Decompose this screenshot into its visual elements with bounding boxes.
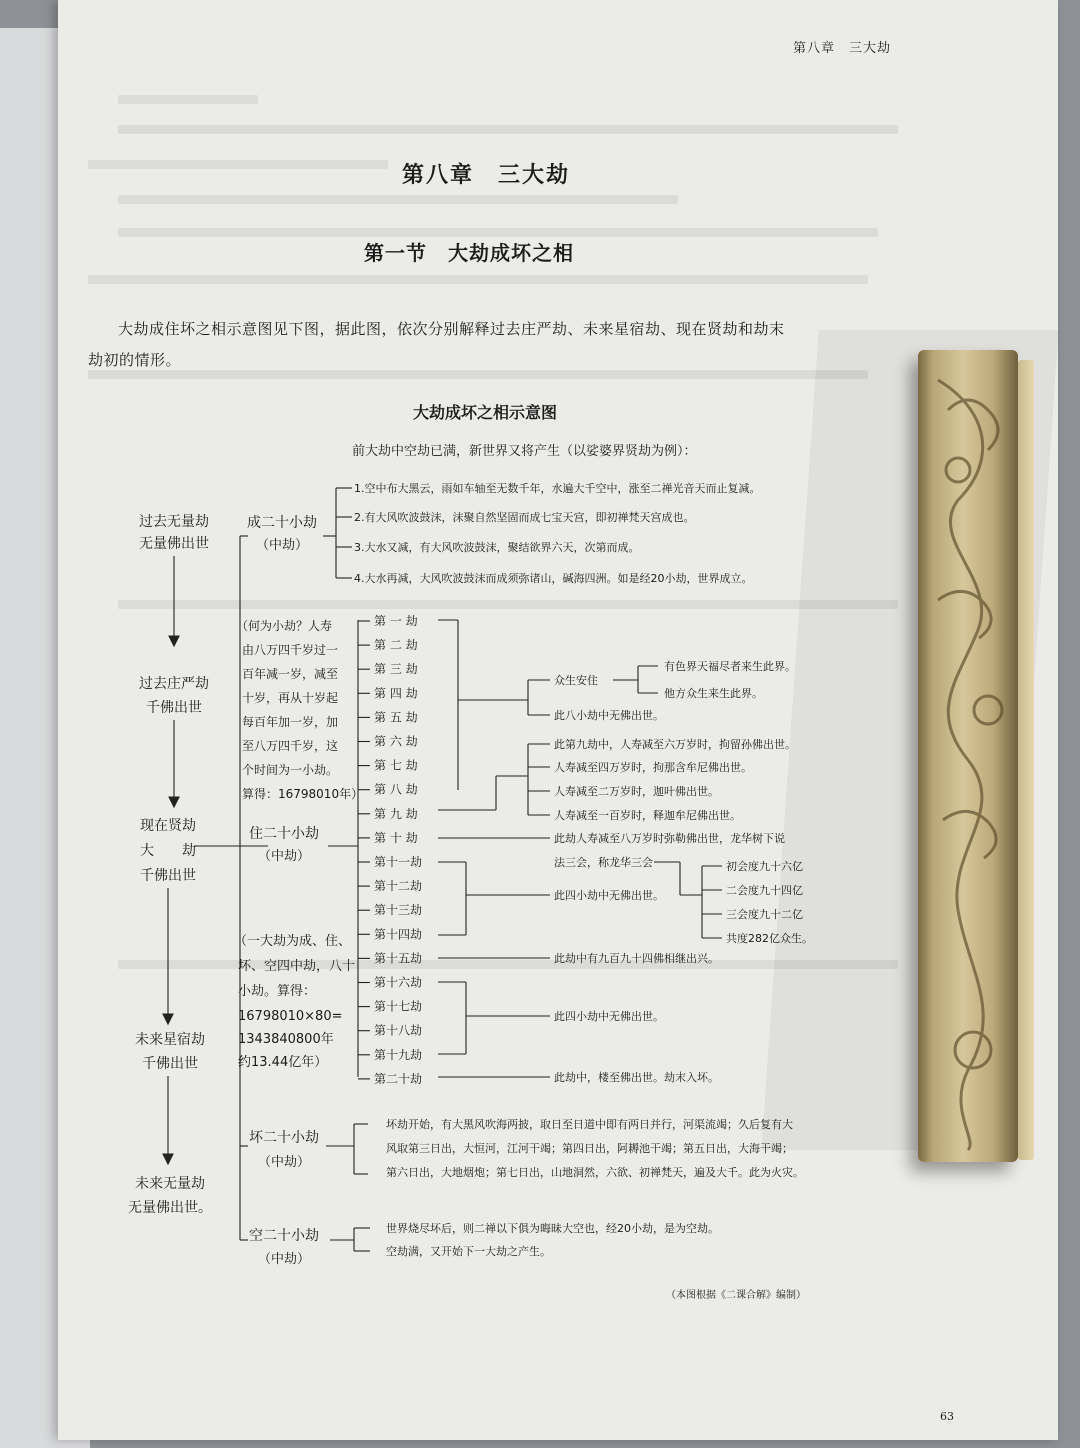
kalpa-item: 第 一 劫: [374, 614, 418, 628]
zhu-notes: [438, 620, 813, 1084]
note-text: 此劫中有九百九十四佛相继出兴。: [554, 952, 719, 965]
diagram-credit: （本图根据《二课合解》编制）: [666, 1290, 806, 1301]
bronze-paperweight: [918, 350, 1018, 1162]
cheng-sub: （中劫）: [255, 538, 309, 553]
timeline-label: 千佛出世: [140, 868, 196, 884]
huai-line: 风取第三日出，大恒河，江河干竭；第四日出，阿耨池干竭；第五日出，大海干竭；: [386, 1142, 793, 1155]
kalpa-item: 第 九 劫: [374, 806, 418, 821]
arrow-head: [163, 1014, 173, 1024]
arrow-head: [163, 1154, 173, 1164]
huai-sub: （中劫）: [257, 1155, 311, 1170]
kalpa-item: 第 八 劫: [374, 782, 418, 797]
diagram-subtitle: 前大劫中空劫已满，新世界又将产生（以娑婆界贤劫为例）：: [352, 444, 697, 459]
kong-label: 空二十小劫: [249, 1228, 319, 1244]
kalpa-item: 第 十 劫: [374, 830, 418, 845]
note-line: 由八万四千岁过一: [242, 643, 339, 657]
note-line: 约13.44亿年）: [238, 1055, 328, 1070]
note-line: （何为小劫？人寿: [236, 619, 333, 633]
note-text: 三会度九十二亿: [726, 908, 803, 921]
kalpa-item: 第十三劫: [374, 903, 423, 918]
diagram-title: 大劫成坏之相示意图: [413, 403, 558, 422]
cheng-item: 3.大水又减，有大风吹波鼓沫，聚结欲界六天，次第而成。: [354, 541, 640, 554]
timeline-label: 过去无量劫: [139, 514, 209, 530]
note-text: 法三会，称龙华三会: [554, 856, 653, 869]
timeline-label: 千佛出世: [142, 1056, 198, 1072]
note-line: 1343840800年: [238, 1032, 334, 1047]
note-text: 人寿减至四万岁时，拘那含牟尼佛出世。: [554, 761, 752, 774]
note-text: 此劫中，楼至佛出世。劫末入坏。: [554, 1071, 719, 1084]
huai-label: 坏二十小劫: [249, 1130, 319, 1146]
timeline-label: 未来无量劫: [135, 1176, 205, 1192]
note-line: 百年减一岁，减至: [242, 667, 339, 681]
note-text: 人寿减至一百岁时，释迦牟尼佛出世。: [554, 809, 741, 822]
note-line: 16798010×80=: [238, 1009, 343, 1024]
kong-line: 世界烧尽坏后，则二禅以下俱为晦昧大空也，经20小劫，是为空劫。: [386, 1222, 719, 1235]
kalpa-item: 第二十劫: [374, 1071, 423, 1086]
timeline-label: 千佛出世: [146, 700, 202, 716]
kalpa-item: 第十四劫: [374, 927, 423, 942]
kalpa-item: 第 六 劫: [374, 734, 418, 749]
kong-branch: [249, 1221, 719, 1267]
cheng-item: 2.有大风吹波鼓沫，沫聚自然坚固而成七宝天宫，即初禅梵天宫成也。: [354, 511, 695, 524]
zhu-sub: （中劫）: [257, 849, 311, 864]
small-kalpa-note: [236, 618, 363, 801]
kalpa-item: 第 二 劫: [374, 638, 418, 653]
running-header: 第八章 三大劫: [793, 41, 892, 56]
note-line: 小劫。算得：: [238, 984, 317, 999]
huai-line: 第六日出，大地烟炮；第七日出，山地洞然，六欲、初禅梵天，遍及大千。此为火灾。: [386, 1166, 804, 1179]
kalpa-item: 第 五 劫: [374, 710, 418, 725]
note-text: 有色界天福尽者来生此界。: [664, 660, 796, 673]
note-text: 共度282亿众生。: [726, 932, 813, 945]
big-kalpa-note: [234, 933, 355, 1070]
kalpa-item: 第十六劫: [374, 975, 423, 990]
cheng-item: 1.空中布大黑云，雨如车轴至无数千年，水遍大千空中，涨至二禅光音天而止复减。: [354, 482, 761, 495]
note-text: 二会度九十四亿: [726, 884, 803, 897]
kong-sub: （中劫）: [257, 1252, 311, 1267]
chapter-title: 第八章 三大劫: [402, 162, 571, 188]
arrow-head: [169, 636, 179, 646]
page-number: 63: [940, 1410, 954, 1423]
note-text: 初会度九十六亿: [726, 860, 803, 873]
kalpa-item: 第十九劫: [374, 1047, 423, 1062]
intro-paragraph: 大劫成住坏之相示意图见下图，据此图，依次分别解释过去庄严劫、未来星宿劫、现在贤劫和劫末: [118, 320, 785, 338]
dragon-relief-icon: [918, 350, 1018, 1162]
note-text: 此四小劫中无佛出世。: [554, 889, 664, 902]
note-line: 坏、空四中劫，八十: [238, 959, 356, 974]
timeline-label: 大 劫: [140, 843, 196, 859]
note-line: 十岁，再从十岁起: [242, 691, 339, 705]
cheng-item: 4.大水再减，大风吹波鼓沫而成须弥诸山，碱海四洲。如是经20小劫，世界成立。: [354, 572, 753, 585]
note-line: 算得：16798010年）: [242, 787, 364, 801]
timeline-label: 无量佛出世: [139, 536, 209, 552]
kalpa-item: 第十五劫: [374, 951, 423, 966]
intro-paragraph-end: 劫初的情形。: [88, 351, 182, 369]
note-line: （一大劫为成、住、: [234, 934, 352, 949]
note-text: 此八小劫中无佛出世。: [554, 709, 664, 722]
timeline-label: 现在贤劫: [140, 818, 196, 834]
huai-line: 坏劫开始，有大黑风吹海两披，取日至日道中即有两日并行，河渠流竭；久后复有大: [386, 1118, 793, 1131]
note-line: 至八万四千岁，这: [242, 739, 339, 753]
zhongsheng-text: 众生安住: [554, 674, 598, 687]
kalpa-list: [358, 613, 422, 1086]
kalpa-item: 第十二劫: [374, 879, 423, 894]
huai-branch: [249, 1117, 804, 1179]
section-title: 第一节 大劫成坏之相: [364, 241, 574, 265]
timeline-label: 过去庄严劫: [139, 676, 209, 692]
arrow-head: [169, 797, 179, 807]
note-text: 人寿减至二万岁时，迦叶佛出世。: [554, 785, 719, 798]
note-text: 此劫人寿减至八万岁时弥勒佛出世，龙华树下说: [554, 832, 785, 845]
cheng-label: 成二十小劫: [247, 515, 317, 531]
kalpa-item: 第 四 劫: [374, 686, 418, 701]
kalpa-item: 第十七劫: [374, 999, 423, 1014]
timeline-label: 未来星宿劫: [135, 1032, 205, 1048]
note-line: 每百年加一岁，加: [242, 715, 339, 729]
zhu-label: 住二十小劫: [249, 826, 319, 842]
timeline-label: 无量佛出世。: [128, 1200, 212, 1216]
note-text: 此四小劫中无佛出世。: [554, 1010, 664, 1023]
kalpa-item: 第十八劫: [374, 1023, 423, 1038]
cheng-branch: [247, 481, 761, 585]
note-text: 此第九劫中，人寿减至六万岁时，拘留孙佛出世。: [554, 738, 796, 751]
note-text: 他方众生来生此界。: [664, 687, 763, 700]
timeline: [128, 513, 240, 1216]
kalpa-item: 第 三 劫: [374, 662, 418, 677]
kalpa-item: 第十一劫: [374, 855, 423, 869]
kong-line: 空劫满，又开始下一大劫之产生。: [386, 1245, 551, 1258]
note-line: 个时间为一小劫。: [242, 763, 339, 777]
kalpa-item: 第 七 劫: [374, 758, 418, 773]
paperweight-edge: [1018, 360, 1034, 1160]
